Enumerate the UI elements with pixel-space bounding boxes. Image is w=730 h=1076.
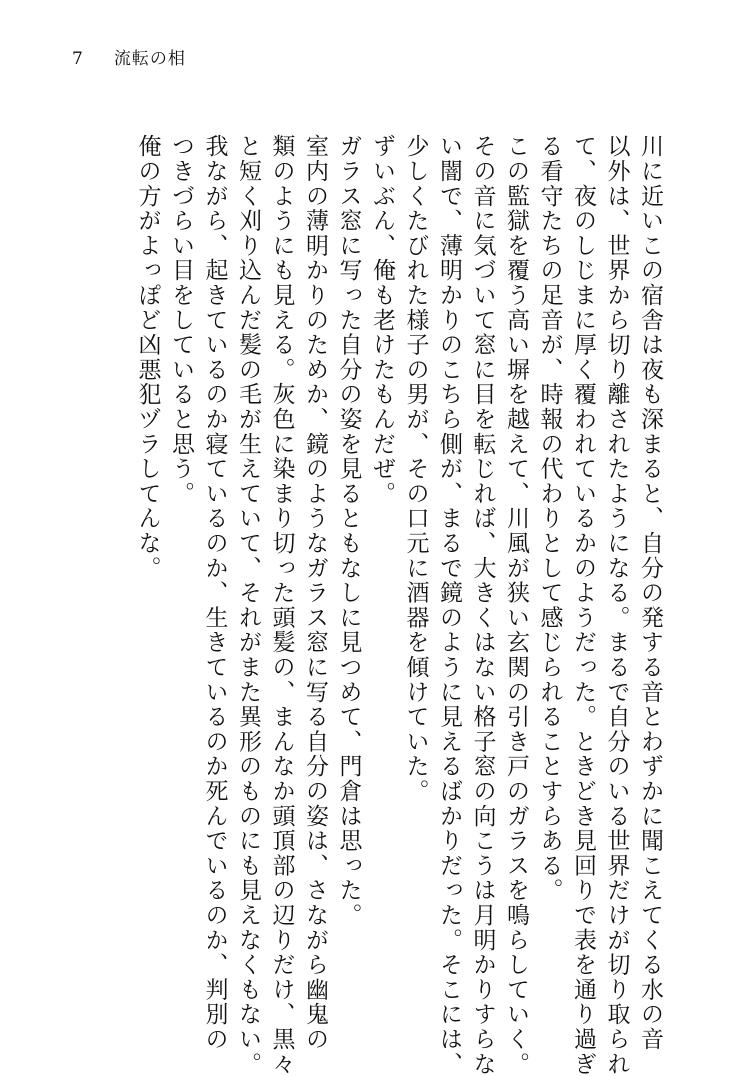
text-line: 少しくたびれた様子の男が、その口元に酒器を傾けていた。 xyxy=(402,134,429,804)
text-line: ずいぶん、俺も老けたもんだぜ。 xyxy=(369,134,395,506)
text-line: ガラス窓に写った自分の姿を見るともなしに見つめて、門倉は思った。 xyxy=(335,134,362,928)
text-line: る看守たちの足音が、時報の代わりとして感じられることすらある。 xyxy=(536,134,563,903)
text-line: い闇で、薄明かりのこちら側が、まるで鏡のように見えるばかりだった。そこには、 xyxy=(436,134,462,1076)
text-line: 類のようにも見える。灰色に染まり切った頭髪の、まんなか頭頂部の辺りだけ、黒々 xyxy=(268,134,295,1076)
chapter-title: 流転の相 xyxy=(113,49,186,69)
text-line: この監獄を覆う高い塀を越えて、川風が狭い玄関の引き戸のガラスを鳴らしていく。 xyxy=(503,134,529,1076)
text-line: 室内の薄明かりのためか、鏡のようなガラス窓に写る自分の姿は、さながら幽鬼の xyxy=(302,134,328,1052)
text-line: 俺の方がよっぽど凶悪犯ヅラしてんな。 xyxy=(134,134,161,581)
vertical-body-text xyxy=(130,134,666,1076)
text-line: 川に近いこの宿舎は夜も深まると、自分の発する音とわずかに聞こえてくる水の音 xyxy=(637,134,663,1052)
running-header xyxy=(72,44,186,69)
page-number: 7 xyxy=(72,49,84,69)
text-line: て、夜のしじまに厚く覆われているかのようだった。ときどき見回りで表を通り過ぎ xyxy=(570,134,596,1076)
text-line: その音に気づいて窓に目を転じれば、大きくはない格子窓の向こうは月明かりすらな xyxy=(469,134,496,1076)
text-line: 我ながら、起きているのか寝ているのか、生きているのか死んでいるのか、判別の xyxy=(201,134,228,1052)
text-line: つきづらい目をしていると思う。 xyxy=(168,134,194,506)
text-line: と短く刈り込んだ髪の毛が生えていて、それがまた異形のものにも見えなくもない。 xyxy=(235,134,261,1076)
text-line: 以外は、世界から切り離されたようになる。まるで自分のいる世界だけが切り取られ xyxy=(603,134,630,1076)
